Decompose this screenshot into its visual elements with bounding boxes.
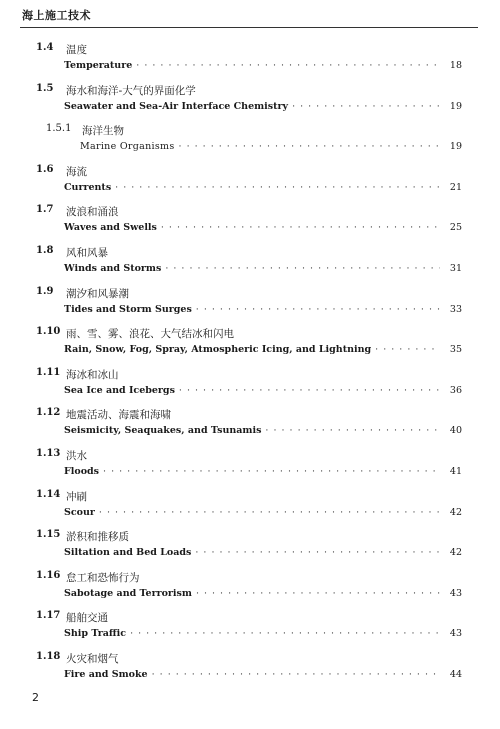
toc-entry-title-en: Siltation and Bed Loads — [64, 547, 192, 559]
toc-entry-page: 31 — [449, 262, 462, 274]
toc-entry-title-zh: 海水和海洋-大气的界面化学 — [66, 84, 196, 97]
toc-leader-dots — [196, 304, 440, 315]
toc-entry-title-en: Tides and Storm Surges — [64, 303, 192, 315]
toc-entry-number: 1.12 — [36, 407, 61, 419]
toc-entry-title-en: Rain, Snow, Fog, Spray, Atmospheric Icing, and Lightning — [64, 344, 372, 356]
toc-entry-number: 1.6 — [36, 163, 54, 175]
toc-entry-title-en: Ship Traffic — [64, 628, 127, 640]
page-number: 2 — [32, 691, 39, 704]
toc-entry-title-zh: 船舶交通 — [66, 612, 108, 625]
toc-entry-number: 1.10 — [36, 326, 61, 338]
toc-leader-dots — [161, 222, 440, 233]
toc-entry-title-en: Seismicity, Seaquakes, and Tsunamis — [64, 425, 262, 437]
toc-entry-title-en: Sabotage and Terrorism — [64, 587, 192, 599]
toc-entry-title-zh: 洪水 — [66, 449, 87, 462]
toc-entry-title-zh: 海冰和冰山 — [66, 368, 119, 381]
toc-entry-number: 1.8 — [36, 244, 54, 256]
toc-entry[interactable] — [0, 42, 500, 83]
toc-entry[interactable] — [0, 529, 500, 570]
toc-entry-title-zh: 怠工和恐怖行为 — [66, 571, 140, 584]
toc-entry-title-zh: 海洋生物 — [82, 125, 124, 138]
toc-subentry[interactable] — [0, 123, 500, 164]
toc-leader-dots — [265, 425, 440, 436]
toc-entry-title-en: Winds and Storms — [64, 262, 162, 274]
toc-entry-number: 1.16 — [36, 569, 61, 581]
toc-entry-page: 41 — [449, 465, 462, 477]
toc-entry-number: 1.17 — [36, 610, 61, 622]
toc-leader-dots — [99, 507, 440, 518]
toc-entry-title-zh: 火灾和烟气 — [66, 652, 119, 665]
toc-leader-dots — [115, 182, 440, 193]
toc-entry-page: 44 — [449, 668, 462, 680]
toc-entry-number: 1.5 — [36, 82, 54, 94]
toc-entry-number: 1.4 — [36, 42, 54, 53]
toc-entry[interactable] — [0, 245, 500, 286]
toc-entry-title-zh: 淤积和推移质 — [66, 531, 129, 544]
toc-entry-title-zh: 潮汐和风暴潮 — [66, 287, 129, 300]
toc-entry-title-zh: 海流 — [66, 165, 87, 178]
toc-entry-number: 1.14 — [36, 488, 61, 500]
toc-entry-page: 42 — [449, 506, 462, 518]
toc-entry-title-en: Sea Ice and Icebergs — [64, 384, 175, 396]
toc-entry[interactable] — [0, 83, 500, 124]
toc-entry-title-en: Currents — [64, 181, 112, 193]
toc-leader-dots — [179, 141, 440, 152]
toc-leader-dots — [103, 466, 440, 477]
table-of-contents — [0, 42, 500, 692]
toc-leader-dots — [375, 344, 440, 355]
running-head-title: 海上施工技术 — [22, 9, 91, 22]
toc-entry[interactable] — [0, 407, 500, 448]
header-rule — [20, 27, 478, 28]
toc-entry[interactable] — [0, 448, 500, 489]
toc-leader-dots — [165, 263, 440, 274]
toc-leader-dots — [195, 547, 440, 558]
toc-leader-dots — [292, 101, 440, 112]
toc-entry-number: 1.7 — [36, 204, 54, 216]
toc-entry[interactable] — [0, 286, 500, 327]
toc-entry-page: 19 — [449, 141, 462, 153]
toc-entry-number: 1.15 — [36, 529, 61, 541]
toc-entry-title-en: Temperature — [64, 60, 133, 71]
toc-entry-title-en: Waves and Swells — [64, 222, 157, 234]
toc-entry[interactable] — [0, 367, 500, 408]
toc-entry[interactable] — [0, 326, 500, 367]
toc-entry-page: 25 — [449, 222, 462, 234]
toc-entry-page: 36 — [449, 384, 462, 396]
toc-entry-page: 42 — [449, 547, 462, 559]
toc-entry-title-en: Scour — [64, 506, 95, 518]
toc-entry-number: 1.9 — [36, 285, 54, 297]
toc-entry-page: 43 — [449, 587, 462, 599]
toc-entry-page: 43 — [449, 628, 462, 640]
toc-leader-dots — [130, 628, 440, 639]
toc-entry-number: 1.5.1 — [46, 123, 72, 135]
toc-entry-page: 33 — [449, 303, 462, 315]
toc-leader-dots — [179, 385, 440, 396]
toc-entry-page: 35 — [449, 344, 462, 356]
toc-leader-dots — [152, 669, 440, 680]
toc-entry-title-en: Floods — [64, 465, 100, 477]
toc-entry[interactable] — [0, 651, 500, 692]
toc-leader-dots — [196, 588, 440, 599]
toc-entry-page: 21 — [449, 181, 462, 193]
toc-entry-title-zh: 温度 — [66, 44, 87, 56]
toc-entry-title-en: Marine Organisms — [80, 141, 175, 153]
toc-entry[interactable] — [0, 204, 500, 245]
toc-entry-title-zh: 风和风暴 — [66, 246, 108, 259]
toc-entry-title-en: Fire and Smoke — [64, 668, 148, 680]
toc-entry-number: 1.11 — [36, 366, 61, 378]
toc-entry[interactable] — [0, 489, 500, 530]
toc-entry[interactable] — [0, 610, 500, 651]
toc-entry-title-zh: 地震活动、海震和海啸 — [66, 409, 171, 422]
toc-entry-page: 40 — [449, 425, 462, 437]
toc-leader-dots — [136, 60, 440, 71]
toc-entry-title-zh: 冲刷 — [66, 490, 87, 503]
toc-entry[interactable] — [0, 570, 500, 611]
toc-entry-title-zh: 波浪和涌浪 — [66, 206, 119, 219]
toc-entry[interactable] — [0, 164, 500, 205]
toc-entry-page: 18 — [449, 60, 462, 71]
toc-entry-number: 1.18 — [36, 650, 61, 662]
toc-entry-title-en: Seawater and Sea-Air Interface Chemistry — [64, 100, 289, 112]
toc-entry-page: 19 — [449, 100, 462, 112]
toc-entry-number: 1.13 — [36, 447, 61, 459]
toc-entry-title-zh: 雨、雪、雾、浪花、大气结冰和闪电 — [66, 328, 234, 341]
